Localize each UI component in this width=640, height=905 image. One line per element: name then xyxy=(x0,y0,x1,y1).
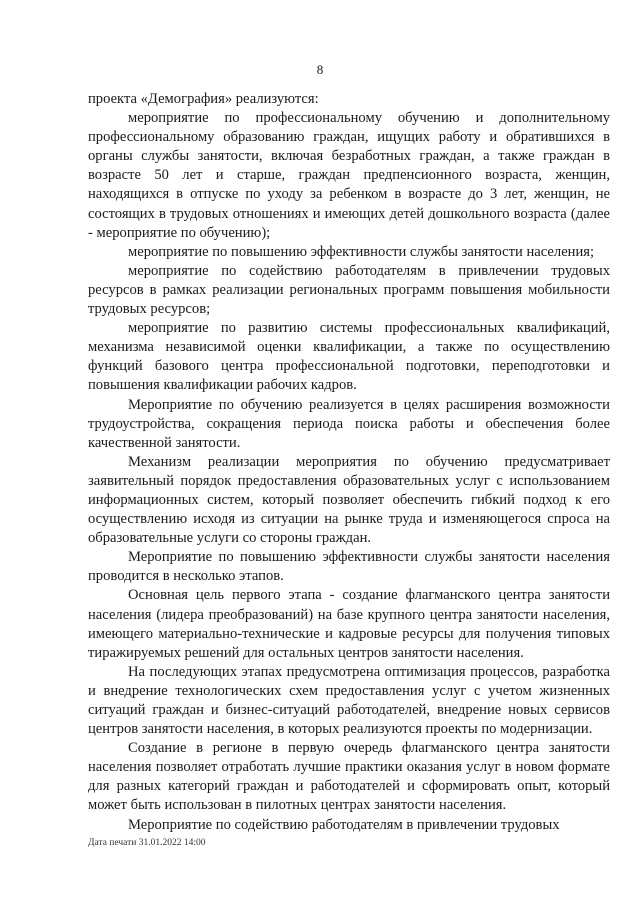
paragraph-later-stages: На последующих этапах предусмотрена оптимизация процессов, разработка и внедрение технологических схем предоставления услуг с учетом жизненных ситуаций граждан и бизнес-ситуаций работодателей, внедрение новых сервисов центров занятости населения, в которых реализуются проекты по модернизации. xyxy=(88,663,610,738)
print-date-footer: Дата печати 31.01.2022 14:00 xyxy=(88,838,206,848)
paragraph-training-purpose: Мероприятие по обучению реализуется в целях расширения возможности трудоустройства, сокращения периода поиска работы и обеспечения более качественной занятости. xyxy=(88,396,610,451)
page-number: 8 xyxy=(316,62,324,77)
paragraph-training-mechanism: Механизм реализации мероприятия по обучению предусматривает заявительный порядок предоставления образовательных услуг с использованием информационных систем, который позволяет обеспечить гибкий подход к его осуществлению исходя из ситуации на рынке труда и изменяющегося спроса на образовательные услуги со стороны граждан. xyxy=(88,453,610,547)
paragraph-employment-service-measure: мероприятие по повышению эффективности службы занятости населения; xyxy=(128,243,595,260)
paragraph-flagship-center: Создание в регионе в первую очередь флагманского центра занятости населения позволяет отработать лучшие практики оказания услуг в новом формате для разных категорий граждан и работодателей и сформировать опыт, который может быть использован в пилотных центрах занятости населения. xyxy=(88,740,610,814)
document-body xyxy=(88,90,610,835)
paragraph-stages-intro: Мероприятие по повышению эффективности службы занятости населения проводится в несколько этапов. xyxy=(88,549,610,585)
paragraph-training-measure: мероприятие по профессиональному обучению и дополнительному профессиональному образованию граждан, ищущих работу и обратившихся в органы службы занятости, включая безработных граждан, а также граждан в возрасте 50 лет и старше, граждан предпенсионного возраста, женщин, находящихся в отпуске по уходу за ребенком в возрасте до 3 лет, женщин, не состоящих в трудовых отношениях и имеющих детей дошкольного возраста (далее - мероприятие по обучению); xyxy=(88,110,610,241)
paragraph-first-stage: Основная цель первого этапа - создание флагманского центра занятости населения (лидера преобразований) на базе крупного центра занятости населения, имеющего материально-технические и кадровые ресурсы для получения типовых тиражируемых решений для остальных центров занятости населения. xyxy=(88,587,610,661)
paragraph-employer-continuation: Мероприятие по содействию работодателям в привлечении трудовых xyxy=(128,816,560,833)
paragraph-continuation: проекта «Демография» реализуются: xyxy=(88,91,319,107)
paragraph-employer-assistance-measure: мероприятие по содействию работодателям в привлечении трудовых ресурсов в рамках реализации региональных программ повышения мобильности трудовых ресурсов; xyxy=(88,262,610,318)
paragraph-qualifications-measure: мероприятие по развитию системы профессиональных квалификаций, механизма независимой оценки квалификации, а также по осуществлению функций базового центра профессиональной подготовки, переподготовки и повышения квалификации рабочих кадров. xyxy=(88,320,610,394)
